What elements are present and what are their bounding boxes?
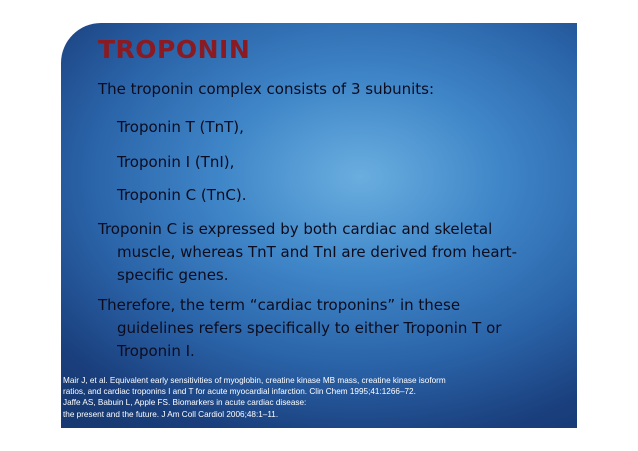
paragraph-line: Troponin C is expressed by both cardiac and skeletal [98,220,493,238]
paragraph-line: specific genes. [117,266,229,284]
paragraph-line: guidelines refers specifically to either Troponin T or [117,319,502,337]
subunit-item: Troponin T (TnT), [117,118,244,136]
references [63,375,575,420]
reference-line: Jaffe AS, Babuin L, Apple FS. Biomarkers in acute cardiac disease: [63,398,307,408]
paragraph-line: Troponin I. [117,342,195,360]
paragraph-line: Therefore, the term “cardiac troponins” in these [98,296,461,314]
reference-line: ratios, and cardiac troponins I and T for acute myocardial infarction. Clin Chem 1995;41:1266–72. [63,387,416,397]
slide [61,23,577,428]
reference-line: the present and the future. J Am Coll Cardiol 2006;48:1–11. [63,409,279,419]
subunit-item: Troponin I (TnI), [117,153,235,171]
paragraph-line: muscle, whereas TnT and TnI are derived from heart- [117,243,517,261]
intro-text: The troponin complex consists of 3 subunits: [98,80,435,98]
subunit-item: Troponin C (TnC). [117,186,247,204]
slide-title: TROPONIN [98,35,251,64]
reference-line: Mair J, et al. Equivalent early sensitivities of myoglobin, creatine kinase MB mass, creatine kinase isoform [63,376,446,385]
